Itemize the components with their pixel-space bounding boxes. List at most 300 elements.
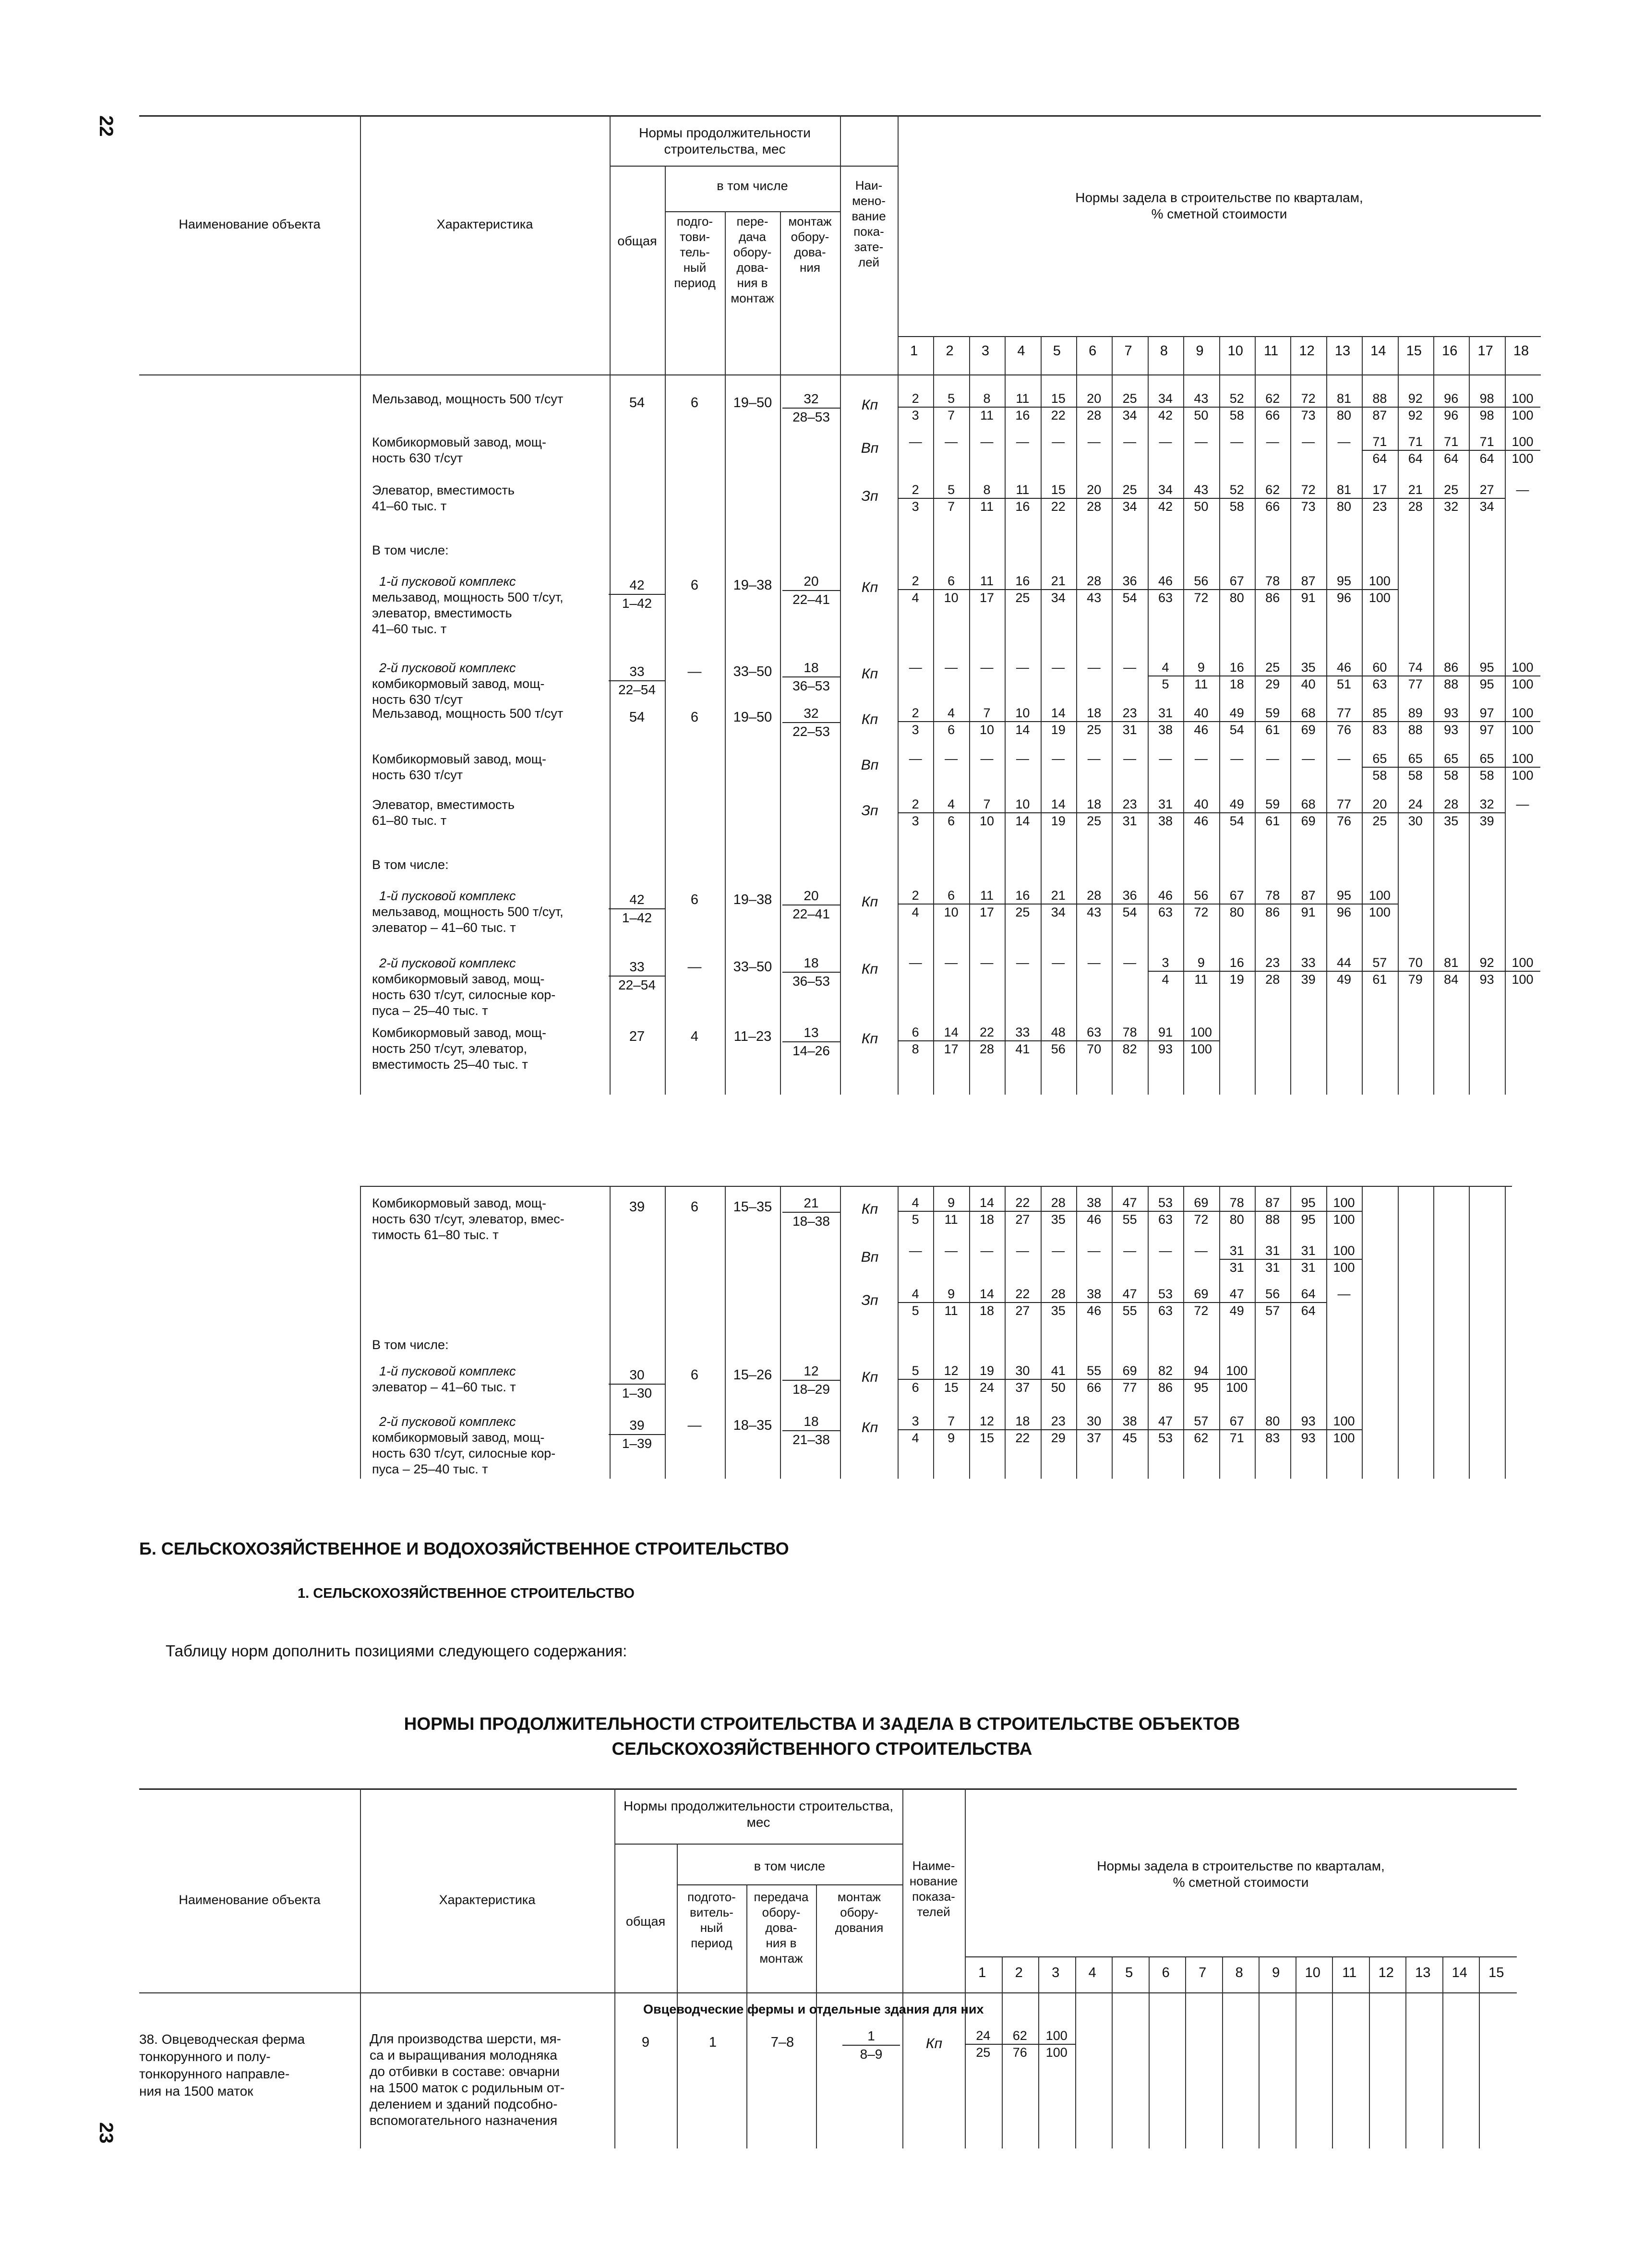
- denominator: 29: [1265, 677, 1280, 691]
- row-transfer: 18–35: [733, 1418, 772, 1433]
- denominator: 66: [1087, 1380, 1102, 1395]
- quarter-value: [1112, 483, 1147, 514]
- quarter-value: [933, 797, 969, 829]
- quarter-value: [1326, 1243, 1362, 1275]
- numerator: 100: [1505, 434, 1540, 451]
- header-name: Наименование объекта: [179, 217, 321, 231]
- denominator: 73: [1301, 408, 1316, 422]
- quarter-value: [1148, 1025, 1183, 1057]
- row-transfer: 19–38: [733, 578, 772, 593]
- denominator: 31: [1301, 1260, 1316, 1275]
- quarter-value: [1183, 391, 1219, 423]
- row-total-fraction: [609, 1367, 665, 1401]
- denominator: 11: [980, 408, 994, 422]
- numerator: 47: [1148, 1414, 1183, 1430]
- quarter-value: [1076, 1025, 1112, 1057]
- numerator: —: [980, 751, 994, 766]
- numerator: 65: [1433, 751, 1469, 768]
- quarter-value: [1112, 955, 1147, 986]
- quarter-value: [933, 434, 969, 465]
- quarter-number: 11: [1342, 1965, 1357, 1980]
- quarter-value: [1505, 660, 1540, 692]
- header-characteristic: Характеристика: [436, 217, 533, 231]
- row-transfer: 19–50: [733, 395, 772, 410]
- denominator: 10: [944, 905, 959, 919]
- denominator: 5: [912, 1212, 919, 1227]
- quarter-value: [969, 391, 1005, 423]
- quarter-value: [1041, 391, 1076, 423]
- row-prep: —: [687, 1418, 702, 1433]
- quarter-value: [1112, 1195, 1147, 1227]
- denominator: 43: [1087, 591, 1102, 605]
- denominator: 96: [1336, 591, 1352, 605]
- quarter-value: [1290, 888, 1326, 920]
- denominator: 28: [1087, 408, 1102, 422]
- denominator: 77: [1408, 677, 1423, 691]
- denominator: 72: [1194, 591, 1209, 605]
- quarter-value: [1005, 1363, 1040, 1395]
- quarter-number: 7: [1124, 343, 1132, 359]
- quarter-value: [1005, 434, 1040, 465]
- denominator: 32: [1444, 499, 1459, 514]
- quarter-value: [1219, 391, 1255, 423]
- denominator: [1255, 767, 1290, 782]
- denominator: [1326, 450, 1362, 465]
- quarter-value: [1326, 955, 1362, 987]
- numerator: 31: [1148, 706, 1183, 722]
- quarter-value: [1041, 1414, 1076, 1446]
- denominator: 100: [1333, 1212, 1355, 1227]
- numerator: 20: [782, 888, 840, 905]
- numerator: 100: [1505, 660, 1540, 676]
- header-mount: монтаж обору- дования: [835, 1890, 884, 1935]
- row-characteristic: комбикормовый завод, мощ- ность 630 т/сут, силосные кор- пуса – 25–40 тыс. т: [372, 972, 556, 1018]
- quarter-value: [1290, 483, 1326, 514]
- row-mount-fraction: [782, 660, 840, 694]
- quarter-value: [1433, 434, 1469, 466]
- numerator: —: [1230, 434, 1244, 449]
- denominator: 10: [979, 814, 995, 828]
- column-rule: [1442, 1956, 1443, 2148]
- numerator: 80: [1255, 1414, 1290, 1430]
- column-rule: [1149, 1956, 1150, 2148]
- numerator: 18: [1076, 706, 1112, 722]
- column-rule: [1433, 1186, 1434, 1479]
- numerator: 21: [1041, 574, 1076, 590]
- numerator: —: [1087, 434, 1101, 449]
- quarter-value: [1148, 660, 1183, 692]
- column-rule: [1075, 1956, 1076, 2148]
- numerator: 15: [1041, 483, 1076, 499]
- numerator: 52: [1219, 483, 1255, 499]
- quarter-value: [1076, 1243, 1112, 1274]
- numerator: —: [1016, 434, 1029, 449]
- numerator: 9: [1183, 660, 1219, 676]
- column-rule: [1362, 1186, 1363, 1479]
- denominator: 97: [1479, 723, 1494, 737]
- row-prep: —: [687, 959, 702, 975]
- denominator: 1–42: [622, 596, 652, 611]
- denominator: 76: [1336, 814, 1352, 828]
- numerator: 57: [1362, 955, 1397, 972]
- quarter-value: [1362, 797, 1397, 829]
- numerator: —: [1516, 483, 1529, 497]
- header-transfer: пере- дача обору- дова- ния в монтаж: [731, 214, 774, 305]
- row-transfer: 15–35: [733, 1199, 772, 1215]
- numerator: 23: [1112, 706, 1147, 722]
- quarter-value: [969, 888, 1005, 920]
- numerator: 12: [969, 1414, 1005, 1430]
- quarter-value: [1041, 751, 1076, 782]
- denominator: [1505, 498, 1540, 513]
- denominator: 70: [1087, 1042, 1102, 1056]
- denominator: 72: [1194, 1212, 1209, 1227]
- quarter-value: [969, 1025, 1005, 1057]
- numerator: —: [1337, 1287, 1351, 1301]
- denominator: 100: [1512, 723, 1534, 737]
- numerator: —: [909, 751, 922, 766]
- numerator: 31: [1219, 1243, 1255, 1260]
- denominator: 22–41: [792, 906, 830, 921]
- quarter-value: [1148, 1363, 1183, 1395]
- denominator: [1505, 812, 1540, 828]
- denominator: [1005, 676, 1040, 691]
- denominator: 36–53: [792, 678, 830, 693]
- numerator: 56: [1183, 888, 1219, 905]
- quarter-value: [1433, 483, 1469, 514]
- numerator: 64: [1290, 1287, 1326, 1303]
- numerator: —: [1159, 751, 1172, 766]
- numerator: 65: [1398, 751, 1433, 768]
- quarter-value: [1005, 751, 1040, 782]
- numerator: —: [980, 1243, 994, 1258]
- quarter-value: [1326, 391, 1362, 423]
- quarter-value: [898, 434, 933, 465]
- numerator: 100: [1183, 1025, 1219, 1041]
- quarter-value: [1398, 391, 1433, 423]
- quarter-number: 5: [1125, 1965, 1133, 1980]
- denominator: [1041, 971, 1076, 986]
- numerator: 25: [1112, 391, 1147, 408]
- quarter-value: [1041, 888, 1076, 920]
- quarter-value: [1076, 1287, 1112, 1318]
- numerator: 88: [1362, 391, 1397, 408]
- denominator: 69: [1301, 814, 1316, 828]
- denominator: 36–53: [792, 974, 830, 989]
- column-rule: [1469, 1186, 1470, 1479]
- denominator: 19: [1051, 814, 1066, 828]
- numerator: 6: [898, 1025, 933, 1041]
- quarter-value: [1469, 483, 1504, 514]
- quarter-value: [1433, 751, 1469, 783]
- quarter-value: [1255, 391, 1290, 423]
- numerator: 86: [1433, 660, 1469, 676]
- denominator: 100: [1045, 2045, 1068, 2060]
- numerator: —: [945, 660, 958, 675]
- denominator: 83: [1372, 723, 1387, 737]
- row-indicator: Кп: [861, 1031, 878, 1047]
- denominator: [1112, 676, 1147, 691]
- numerator: 3: [898, 1414, 933, 1430]
- numerator: 94: [1183, 1363, 1219, 1380]
- denominator: [898, 676, 933, 691]
- quarter-value: [1183, 434, 1219, 465]
- quarter-value: [969, 1195, 1005, 1227]
- numerator: 18: [1005, 1414, 1040, 1430]
- numerator: 7: [933, 1414, 969, 1430]
- denominator: 45: [1122, 1431, 1137, 1445]
- numerator: 18: [782, 955, 840, 973]
- denominator: 7: [948, 408, 955, 422]
- quarter-value: [1326, 434, 1362, 465]
- quarter-value: [1183, 1025, 1219, 1057]
- numerator: 18: [782, 1414, 840, 1431]
- denominator: 88: [1265, 1212, 1280, 1227]
- quarter-value: [1469, 955, 1504, 987]
- row-mount-fraction: [782, 391, 840, 425]
- quarter-value: [1362, 434, 1397, 466]
- quarter-value: [1112, 797, 1147, 829]
- column-rule: [902, 1788, 903, 2148]
- numerator: 68: [1290, 797, 1326, 813]
- numerator: 10: [1005, 706, 1040, 722]
- denominator: [1290, 767, 1326, 782]
- launch-complex-label: 2-й пусковой комплекс: [379, 1414, 516, 1429]
- quarter-value: [1433, 955, 1469, 987]
- quarter-value: [1148, 706, 1183, 737]
- numerator: 49: [1219, 706, 1255, 722]
- column-rule: [1185, 1956, 1186, 2148]
- quarter-value: [933, 574, 969, 605]
- header-rule: [677, 1884, 902, 1885]
- denominator: 77: [1122, 1380, 1137, 1395]
- numerator: 46: [1148, 574, 1183, 590]
- quarter-value: [1469, 434, 1504, 466]
- denominator: 17: [979, 905, 995, 919]
- quarter-value: [898, 1414, 933, 1446]
- numerator: 9: [933, 1195, 969, 1212]
- denominator: [1112, 450, 1147, 465]
- quarter-value: [1005, 888, 1040, 920]
- quarter-value: [1398, 434, 1433, 466]
- numerator: —: [909, 434, 922, 449]
- row-mount-fraction: [782, 574, 840, 607]
- numerator: 2: [898, 391, 933, 408]
- numerator: —: [1087, 660, 1101, 675]
- quarter-value: [1005, 391, 1040, 423]
- denominator: 5: [1162, 677, 1169, 691]
- numerator: 20: [1076, 483, 1112, 499]
- quarter-number: 18: [1513, 343, 1529, 359]
- numerator: 34: [1148, 391, 1183, 408]
- denominator: 69: [1301, 723, 1316, 737]
- denominator: 25: [1372, 814, 1387, 828]
- numerator: 59: [1255, 797, 1290, 813]
- quarter-value: [1255, 1243, 1290, 1275]
- quarter-value: [1398, 706, 1433, 737]
- denominator: [933, 971, 969, 986]
- row-mount-fraction: [782, 706, 840, 739]
- denominator: 18: [979, 1212, 995, 1227]
- quarter-value: [1219, 574, 1255, 605]
- numerator: 100: [1326, 1414, 1362, 1430]
- quarter-value: [1183, 1363, 1219, 1395]
- denominator: [1219, 767, 1255, 782]
- numerator: 22: [1005, 1287, 1040, 1303]
- numerator: —: [1016, 660, 1029, 675]
- quarter-value: [1398, 797, 1433, 829]
- denominator: 14: [1015, 723, 1030, 737]
- quarter-value: [933, 888, 969, 920]
- numerator: 7: [969, 797, 1005, 813]
- numerator: 31: [1148, 797, 1183, 813]
- denominator: 46: [1087, 1303, 1102, 1318]
- quarter-value: [969, 955, 1005, 986]
- quarter-value: [1505, 751, 1540, 783]
- numerator: —: [909, 1243, 922, 1258]
- denominator: 24: [979, 1380, 995, 1395]
- header-prep: подго- тови- тель- ный период: [674, 214, 716, 290]
- row-characteristic: Элеватор, вместимость 41–60 тыс. т: [372, 483, 515, 513]
- denominator: 35: [1051, 1212, 1066, 1227]
- denominator: 1–42: [622, 910, 652, 925]
- quarter-value: [1183, 1243, 1219, 1274]
- denominator: [933, 767, 969, 782]
- quarter-value: [1505, 706, 1540, 737]
- denominator: 61: [1265, 723, 1280, 737]
- denominator: 8: [912, 1042, 919, 1056]
- row-total: 27: [629, 1029, 645, 1044]
- denominator: 64: [1479, 451, 1494, 466]
- header-rule: [665, 211, 840, 212]
- denominator: 4: [912, 1431, 919, 1445]
- row-prep: 6: [690, 892, 699, 907]
- numerator: 1: [842, 2028, 900, 2046]
- denominator: 80: [1229, 905, 1244, 919]
- header-duration: Нормы продолжительности строительства, мес: [639, 125, 811, 157]
- quarter-value: [933, 660, 969, 691]
- denominator: 10: [979, 723, 995, 737]
- quarter-number: 11: [1264, 343, 1279, 359]
- denominator: 14–26: [792, 1043, 830, 1058]
- numerator: 67: [1219, 574, 1255, 590]
- denominator: 9: [948, 1431, 955, 1445]
- denominator: [1005, 1259, 1040, 1274]
- page-number-top: 22: [95, 115, 117, 137]
- norms-title-line1: НОРМЫ ПРОДОЛЖИТЕЛЬНОСТИ СТРОИТЕЛЬСТВА И ЗАДЕЛА В СТРОИТЕЛЬСТВЕ ОБЪЕКТОВ: [404, 1714, 1240, 1734]
- quarter-value: [969, 1243, 1005, 1274]
- quarter-value: [1255, 888, 1290, 920]
- denominator: 80: [1229, 591, 1244, 605]
- quarter-value: [1005, 483, 1040, 514]
- denominator: 6: [912, 1380, 919, 1395]
- denominator: 34: [1051, 905, 1066, 919]
- row-indicator: Зп: [861, 803, 878, 819]
- quarter-value: [1255, 1195, 1290, 1227]
- numerator: 49: [1219, 797, 1255, 813]
- quarter-value: [1219, 888, 1255, 920]
- numerator: —: [1052, 1243, 1065, 1258]
- quarter-value: [1076, 955, 1112, 986]
- quarter-value: [1076, 751, 1112, 782]
- numerator: 27: [1469, 483, 1504, 499]
- quarter-number: 13: [1415, 1965, 1431, 1980]
- denominator: 39: [1301, 972, 1316, 987]
- numerator: —: [980, 955, 994, 970]
- denominator: 64: [1408, 451, 1423, 466]
- header-backlog: Нормы задела в строительстве по кварталам, % сметной стоимости: [1075, 190, 1363, 221]
- numerator: 17: [1362, 483, 1397, 499]
- denominator: 50: [1194, 499, 1209, 514]
- row-indicator: Кп: [861, 1420, 878, 1436]
- numerator: 59: [1255, 706, 1290, 722]
- quarter-value: [898, 391, 933, 423]
- quarter-value: [1219, 1243, 1255, 1275]
- denominator: 28–53: [792, 410, 830, 424]
- row-indicator: Кп: [861, 1201, 878, 1217]
- numerator: 100: [1326, 1195, 1362, 1212]
- quarter-value: [1041, 1195, 1076, 1227]
- quarter-value: [1255, 751, 1290, 782]
- quarter-value: [1219, 483, 1255, 514]
- row-characteristic: комбикормовый завод, мощ- ность 630 т/сут, силосные кор- пуса – 25–40 тыс. т: [372, 1430, 556, 1476]
- denominator: 18–29: [792, 1382, 830, 1397]
- quarter-number: 8: [1235, 1965, 1243, 1980]
- numerator: —: [909, 660, 922, 675]
- denominator: 58: [1229, 408, 1244, 422]
- denominator: 55: [1122, 1303, 1137, 1318]
- numerator: 95: [1469, 660, 1504, 676]
- denominator: 18: [1229, 677, 1244, 691]
- quarter-value: [1041, 1363, 1076, 1395]
- numerator: 98: [1469, 391, 1504, 408]
- header-backlog: Нормы задела в строительстве по кварталам, % сметной стоимости: [1097, 1858, 1385, 1890]
- section-b-subtitle: 1. СЕЛЬСКОХОЗЯЙСТВЕННОЕ СТРОИТЕЛЬСТВО: [298, 1586, 635, 1601]
- quarter-value: [1362, 706, 1397, 737]
- numerator: —: [1123, 434, 1137, 449]
- denominator: [1041, 767, 1076, 782]
- numerator: 14: [1041, 706, 1076, 722]
- quarter-value: [1041, 955, 1076, 986]
- denominator: 58: [1372, 768, 1387, 783]
- numerator: 16: [1005, 574, 1040, 590]
- quarter-value: [1290, 574, 1326, 605]
- denominator: 7: [948, 499, 955, 514]
- denominator: [933, 676, 969, 691]
- numerator: 100: [1505, 391, 1540, 408]
- quarter-value: [1112, 574, 1147, 605]
- denominator: 34: [1122, 408, 1137, 422]
- denominator: 76: [1012, 2045, 1027, 2060]
- denominator: 14: [1015, 814, 1030, 828]
- denominator: 28: [979, 1042, 995, 1056]
- denominator: 29: [1051, 1431, 1066, 1445]
- numerator: —: [1159, 434, 1172, 449]
- quarter-value: [1148, 955, 1183, 987]
- quarter-value: [1290, 955, 1326, 987]
- header-indicator: Наи- мено- вание пока- зате- лей: [852, 178, 886, 269]
- quarter-value: [933, 1243, 969, 1274]
- denominator: [1148, 1259, 1183, 1274]
- row-total-fraction: [609, 664, 665, 698]
- row-mount-fraction: [782, 955, 840, 989]
- row-characteristic: Комбикормовый завод, мощ- ность 630 т/сут: [372, 435, 547, 465]
- numerator: 4: [898, 1195, 933, 1212]
- numerator: 28: [1433, 797, 1469, 813]
- denominator: 34: [1051, 591, 1066, 605]
- quarter-value: [1112, 1414, 1147, 1446]
- denominator: 87: [1372, 408, 1387, 422]
